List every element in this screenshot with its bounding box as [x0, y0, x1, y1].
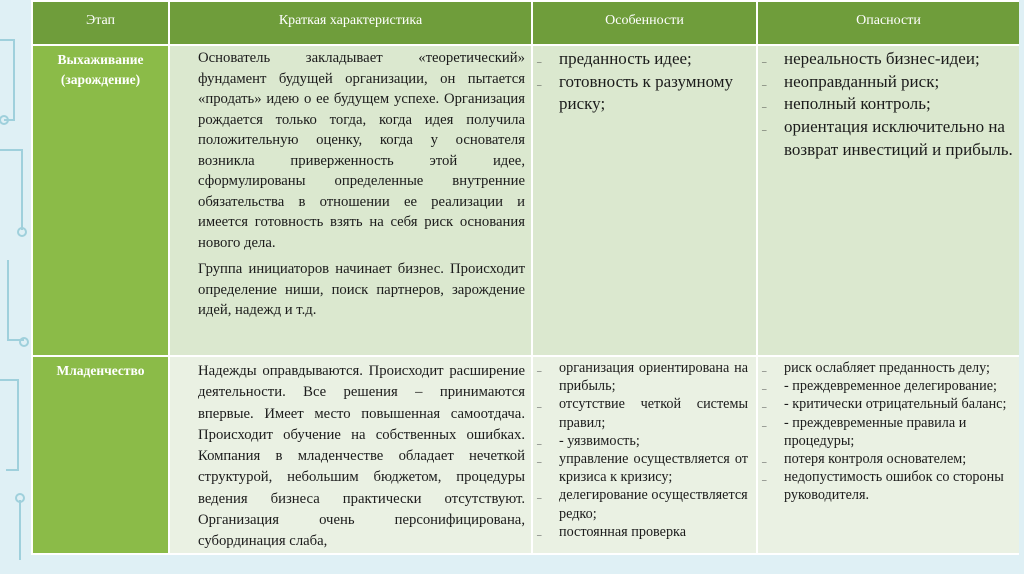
bullet-dash: –: [762, 57, 767, 67]
header-features: Особенности: [532, 1, 757, 45]
description-paragraph: Группа инициаторов начинает бизнес. Происходит определение ниши, поиск партнеров, зарождение идей, надежд и т.д.: [198, 261, 525, 318]
bullet-dash: –: [762, 420, 767, 431]
table-row: [32, 45, 1019, 356]
list-item: – неоправданный риск;: [762, 71, 940, 91]
list-item: – постоянная проверка: [537, 523, 687, 540]
list-item: – преданность идее;: [537, 49, 692, 68]
bullet-dash: –: [762, 457, 767, 468]
list-item: – неполный контроль;: [762, 94, 931, 114]
list-item: – - критически отрицательный баланс;: [762, 396, 1007, 413]
list-item: – риск ослабляет преданность делу;: [762, 360, 990, 376]
bullet-dash: –: [762, 366, 767, 376]
bullet-dash: –: [537, 79, 542, 90]
list-item: – готовность к разумному риску;: [537, 71, 734, 114]
bullet-dash: –: [537, 457, 542, 468]
list-item: – - преждевременные правила и процедуры;: [762, 414, 967, 449]
table-row: [32, 356, 1019, 554]
stage-cell: Младенчество: [32, 356, 169, 554]
bullet-dash: –: [537, 366, 542, 376]
description-paragraph: Надежды оправдываются. Происходит расширение деятельности. Все решения – принимаются впервые. Имеет место повышенная самоотдача. Происходит обучение на собственных ошибках. Компания в младенчестве обладает нечеткой структурой, небольшим бюджетом, процедуры ведения бизнеса практически отсутствуют. Организация очень персонифицирована, субординация слаба,: [198, 363, 525, 550]
bullet-dash: –: [762, 102, 767, 113]
list-item: – нереальность бизнес-идеи;: [762, 49, 980, 68]
list-item: – ориентация исключительно на возврат инвестиций и прибыль.: [762, 117, 1013, 159]
bullet-dash: –: [537, 493, 542, 504]
header-dangers: Опасности: [757, 1, 1019, 45]
features-cell: [532, 45, 757, 356]
list-item: – делегирование осуществляется редко;: [537, 487, 748, 522]
dangers-cell: [757, 45, 1019, 356]
bullet-dash: –: [762, 475, 767, 486]
list-item: – - уязвимость;: [537, 432, 640, 449]
bullet-dash: –: [537, 438, 542, 449]
bullet-dash: –: [762, 125, 767, 136]
list-item: – отсутствие четкой системы правил;: [537, 396, 748, 431]
description-cell: [169, 356, 532, 554]
bullet-dash: –: [762, 402, 767, 413]
bullet-dash: –: [762, 384, 767, 395]
features-cell: [532, 356, 757, 554]
header-description: Краткая характеристика: [169, 1, 532, 45]
dangers-cell: [757, 356, 1019, 554]
header-stage: Этап: [32, 1, 169, 45]
description-paragraph: Основатель закладывает «теоретический» фундамент будущей организации, он пытается «продать» идею о ее будущем успехе. Организация рождается только тогда, когда идея получила положительную оценку, когда у основателя возникла приверженность этой идее, сформулированы определенные внутренние обязательства в отношении ее реализации и имеется готовность взять на себя риск основания нового дела.: [198, 50, 525, 251]
bullet-dash: –: [537, 57, 542, 67]
list-item: – недопустимость ошибок со стороны руководителя.: [762, 469, 1004, 504]
list-item: – организация ориентирована на прибыль;: [537, 360, 748, 395]
table-header-row: [32, 1, 1019, 45]
list-item: – потеря контроля основателем;: [762, 451, 967, 468]
stage-cell: Выхаживание (зарождение): [32, 45, 169, 356]
bullet-dash: –: [537, 529, 542, 540]
list-item: – управление осуществляется от кризиса к кризису;: [537, 451, 748, 486]
list-item: – - преждевременное делегирование;: [762, 378, 997, 395]
description-cell: [169, 45, 532, 356]
bullet-dash: –: [762, 79, 767, 90]
bullet-dash: –: [537, 402, 542, 413]
lifecycle-table: [31, 0, 1019, 574]
